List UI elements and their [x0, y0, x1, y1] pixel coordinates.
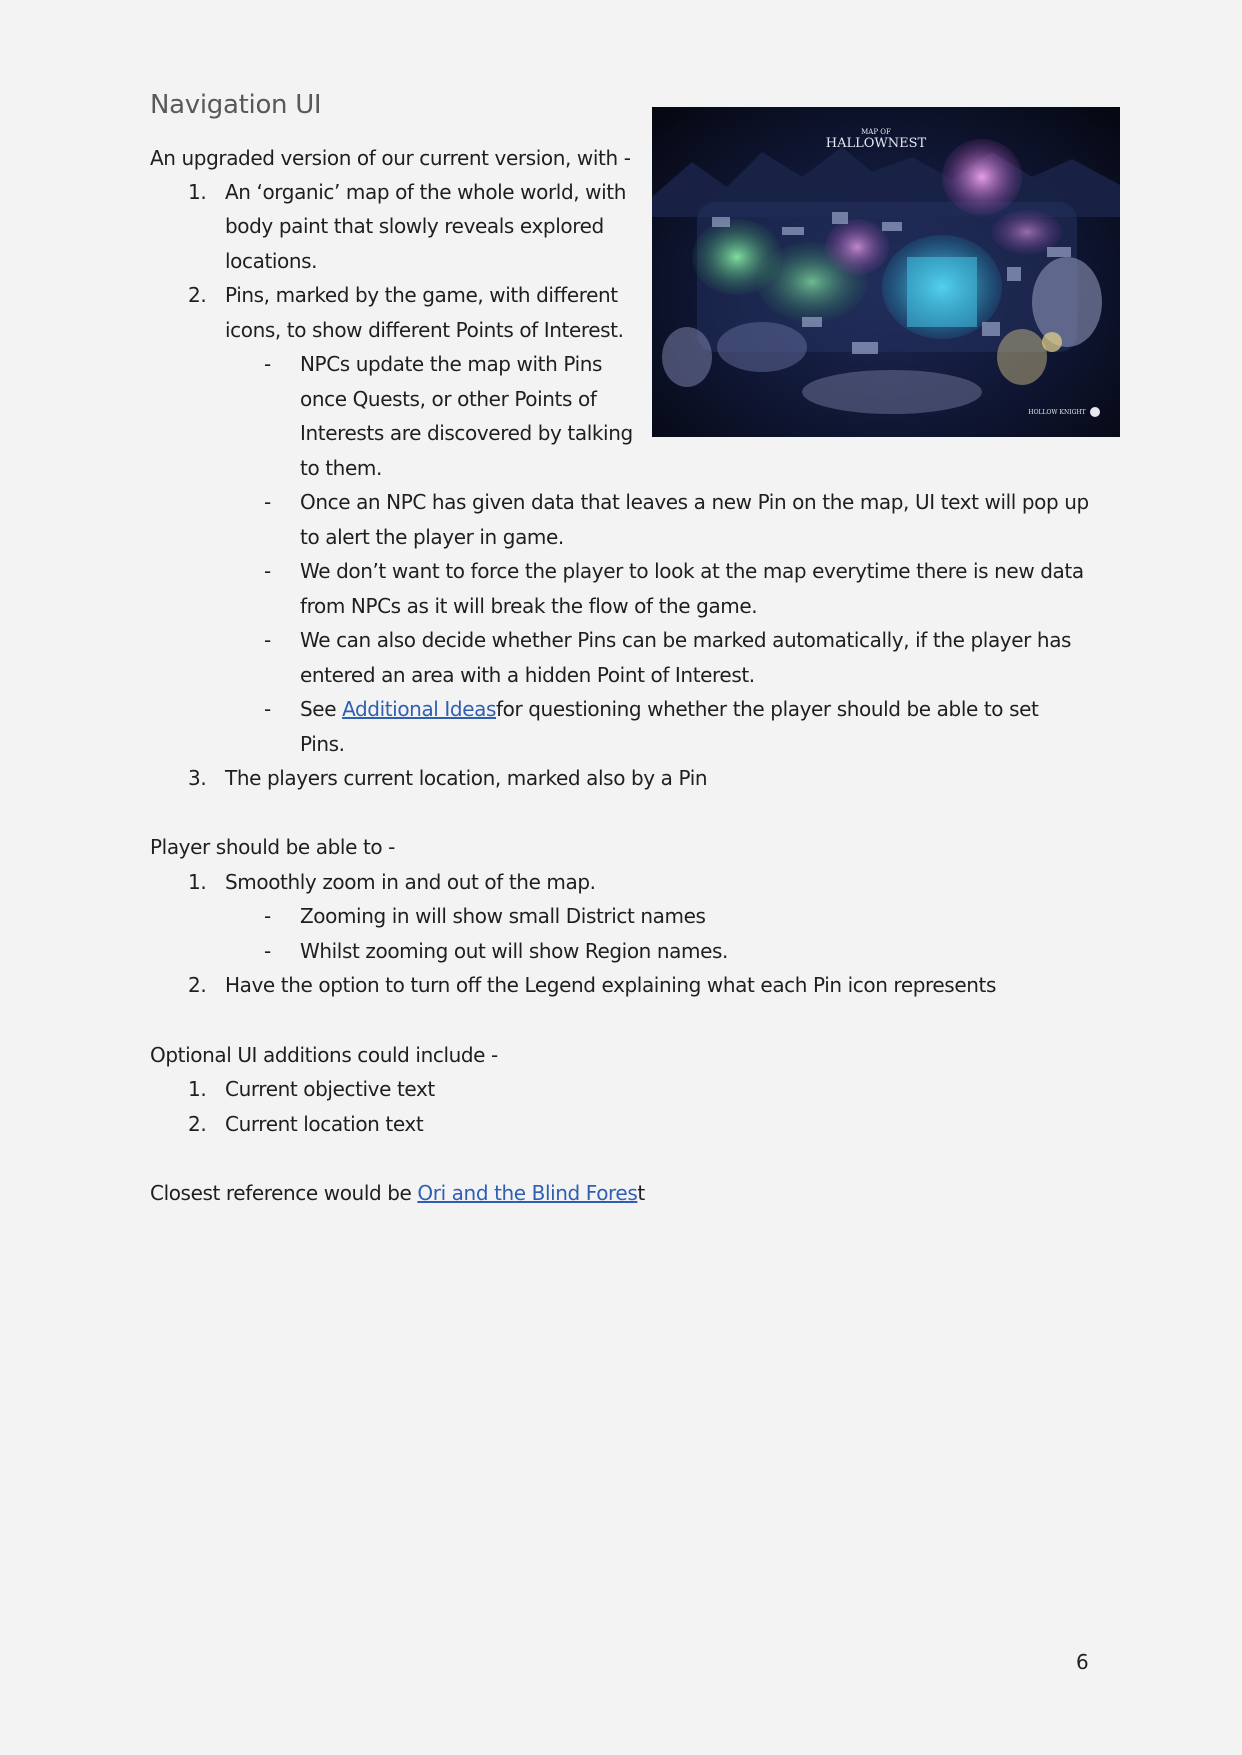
list-number: 1.: [188, 870, 207, 894]
list-number: 1.: [188, 180, 207, 204]
bullet-line: Zooming in will show small District names: [300, 904, 706, 928]
section3-intro: Optional UI additions could include -: [150, 1043, 498, 1067]
bullet-line: We don’t want to force the player to look at the map everytime there is new data: [300, 559, 1084, 583]
bullet-dash: -: [264, 904, 271, 928]
bullet-line: Interests are discovered by talking: [300, 421, 633, 445]
bullet-dash: -: [264, 352, 271, 376]
bullet-line: entered an area with a hidden Point of Interest.: [300, 663, 755, 687]
map-illustration: [652, 107, 1120, 437]
list-item-line: Pins, marked by the game, with different: [225, 283, 618, 307]
ori-blind-forest-link[interactable]: Ori and the Blind Fores: [417, 1181, 638, 1205]
list-item-line: Current objective text: [225, 1077, 435, 1101]
closing-prefix: Closest reference would be: [150, 1181, 418, 1205]
list-item-line: The players current location, marked also by a Pin: [225, 766, 708, 790]
list-item-line: Have the option to turn off the Legend explaining what each Pin icon represents: [225, 973, 996, 997]
bullet-line: Whilst zooming out will show Region names.: [300, 939, 728, 963]
bullet-line: NPCs update the map with Pins: [300, 352, 603, 376]
bullet-line: to them.: [300, 456, 382, 480]
bullet-line: once Quests, or other Points of: [300, 387, 597, 411]
additional-ideas-link[interactable]: Additional Ideas: [342, 697, 496, 721]
closing-suffix: t: [637, 1181, 645, 1205]
list-number: 3.: [188, 766, 207, 790]
map-small-title: MAP OF: [861, 128, 891, 136]
bullet-dash: -: [264, 697, 271, 721]
hallownest-map-image: [652, 107, 1120, 437]
bullet-dash: -: [264, 559, 271, 583]
bullet-line: from NPCs as it will break the flow of the game.: [300, 594, 758, 618]
map-title: HALLOWNEST: [825, 136, 927, 151]
list-item-line: An ‘organic’ map of the whole world, with: [225, 180, 626, 204]
section1-intro: An upgraded version of our current version, with -: [150, 146, 631, 170]
page-heading: Navigation UI: [150, 90, 322, 120]
list-item-line: locations.: [225, 249, 318, 273]
list-number: 2.: [188, 973, 207, 997]
list-item-line: Current location text: [225, 1112, 424, 1136]
see-suffix: for questioning whether the player should be able to set: [496, 697, 1039, 721]
section2-intro: Player should be able to -: [150, 835, 395, 859]
bullet-line: We can also decide whether Pins can be marked automatically, if the player has: [300, 628, 1072, 652]
list-item-line: body paint that slowly reveals explored: [225, 214, 604, 238]
list-item-line: Smoothly zoom in and out of the map.: [225, 870, 596, 894]
bullet-dash: -: [264, 490, 271, 514]
list-number: 2.: [188, 283, 207, 307]
bullet-line: Once an NPC has given data that leaves a new Pin on the map, UI text will pop up: [300, 490, 1089, 514]
bullet-line: to alert the player in game.: [300, 525, 564, 549]
bullet-dash: -: [264, 628, 271, 652]
closing-reference: [150, 1181, 645, 1205]
bullet-line: [300, 697, 1038, 721]
map-logo-text: HOLLOW KNIGHT: [1028, 409, 1086, 416]
see-prefix: See: [300, 697, 343, 721]
list-number: 1.: [188, 1077, 207, 1101]
page-number: 6: [1076, 1650, 1089, 1674]
list-number: 2.: [188, 1112, 207, 1136]
list-item-line: icons, to show different Points of Interest.: [225, 318, 624, 342]
map-logo-icon: [1090, 407, 1100, 417]
bullet-line: Pins.: [300, 732, 345, 756]
bullet-dash: -: [264, 939, 271, 963]
